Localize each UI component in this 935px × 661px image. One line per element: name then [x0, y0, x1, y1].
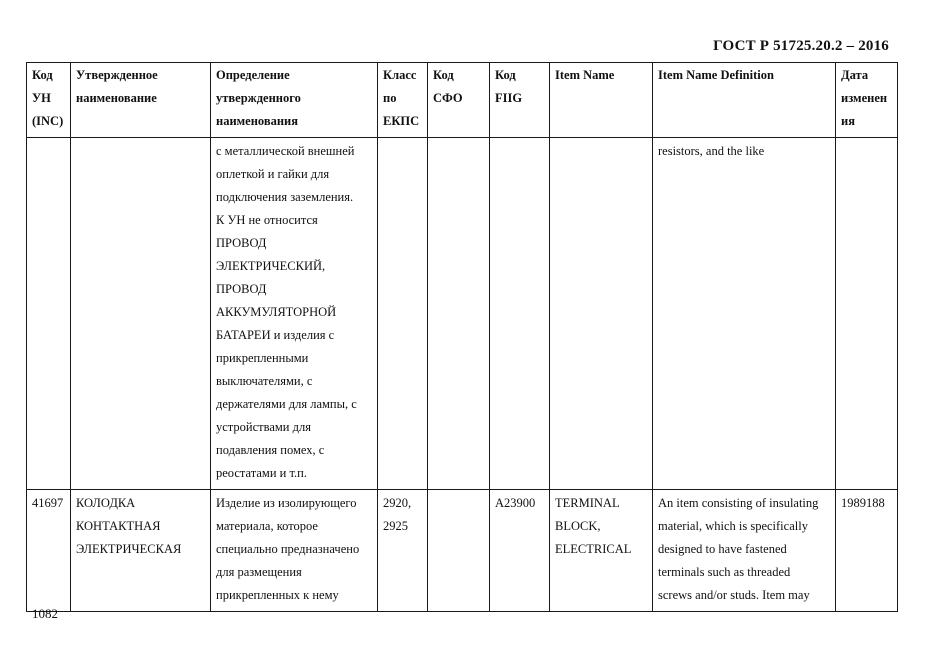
cell-line: КОНТАКТНАЯ — [76, 519, 161, 533]
cell-line: специально предназначено — [216, 542, 360, 556]
column-header-line: Дата — [841, 68, 869, 82]
column-header — [27, 63, 71, 138]
table-cell — [490, 490, 550, 612]
column-header-line: FIIG — [495, 91, 523, 105]
column-header-line: Определение — [216, 68, 290, 82]
column-header-line: Утвержденное — [76, 68, 158, 82]
table-cell — [653, 490, 836, 612]
cell-line: ПРОВОД — [216, 282, 267, 296]
column-header — [490, 63, 550, 138]
table-header-row — [27, 63, 898, 138]
column-header-line: наименование — [76, 91, 157, 105]
column-header — [653, 63, 836, 138]
table-cell — [378, 138, 428, 490]
cell-line: оплеткой и гайки для — [216, 167, 330, 181]
column-header-line: Код — [32, 68, 53, 82]
column-header — [211, 63, 378, 138]
table-cell — [550, 138, 653, 490]
cell-line: подавления помех, с — [216, 443, 325, 457]
table-cell — [71, 138, 211, 490]
table-cell — [836, 138, 898, 490]
cell-line: выключателями, с — [216, 374, 313, 388]
cell-line: A23900 — [495, 496, 536, 510]
table-cell — [211, 490, 378, 612]
table-body — [27, 138, 898, 612]
table-cell — [550, 490, 653, 612]
column-header-line: наименования — [216, 114, 299, 128]
column-header-line: УН — [32, 91, 51, 105]
column-header-line: Код — [495, 68, 516, 82]
cell-line: Изделие из изолирующего — [216, 496, 357, 510]
table-cell — [378, 490, 428, 612]
cell-line: материала, которое — [216, 519, 318, 533]
cell-line: прикрепленными — [216, 351, 309, 365]
cell-line: ЭЛЕКТРИЧЕСКАЯ — [76, 542, 182, 556]
cell-line: реостатами и т.п. — [216, 466, 307, 480]
column-header-line: Item Name — [555, 68, 615, 82]
table-row — [27, 490, 898, 612]
column-header — [428, 63, 490, 138]
column-header-line: Код — [433, 68, 454, 82]
table-cell — [836, 490, 898, 612]
column-header-line: изменен — [841, 91, 888, 105]
cell-line: resistors, and the like — [658, 144, 765, 158]
column-header — [71, 63, 211, 138]
table-cell — [490, 138, 550, 490]
column-header — [378, 63, 428, 138]
cell-line: АККУМУЛЯТОРНОЙ — [216, 305, 337, 319]
table-cell — [27, 138, 71, 490]
cell-line: material, which is specifically — [658, 519, 808, 533]
classifier-table — [26, 62, 898, 612]
cell-line: устройствами для — [216, 420, 311, 434]
table-cell — [428, 490, 490, 612]
cell-line: TERMINAL — [555, 496, 620, 510]
table-cell — [211, 138, 378, 490]
table-cell — [71, 490, 211, 612]
cell-line: БАТАРЕИ и изделия с — [216, 328, 335, 342]
cell-line: screws and/or studs. Item may — [658, 588, 810, 602]
cell-line: 2925 — [383, 519, 408, 533]
column-header-line: утвержденного — [216, 91, 301, 105]
column-header-line: СФО — [433, 91, 463, 105]
table-row — [27, 138, 898, 490]
cell-line: ЭЛЕКТРИЧЕСКИЙ, — [216, 259, 326, 273]
cell-line: designed to have fastened — [658, 542, 787, 556]
cell-line: 2920, — [383, 496, 412, 510]
cell-line: terminals such as threaded — [658, 565, 791, 579]
cell-line: 41697 — [32, 496, 64, 510]
cell-line: для размещения — [216, 565, 302, 579]
cell-line: ELECTRICAL — [555, 542, 632, 556]
cell-line: подключения заземления. — [216, 190, 354, 204]
table-cell — [428, 138, 490, 490]
cell-line: BLOCK, — [555, 519, 601, 533]
cell-line: КОЛОДКА — [76, 496, 136, 510]
column-header-line: по — [383, 91, 397, 105]
column-header-line: ия — [841, 114, 855, 128]
column-header-line: Item Name Definition — [658, 68, 774, 82]
document-code: ГОСТ Р 51725.20.2 – 2016 — [713, 38, 889, 54]
column-header-line: ЕКПС — [383, 114, 420, 128]
cell-line: К УН не относится — [216, 213, 318, 227]
cell-line: ПРОВОД — [216, 236, 267, 250]
cell-line: An item consisting of insulating — [658, 496, 819, 510]
cell-line: прикрепленных к нему — [216, 588, 339, 602]
cell-line: держателями для лампы, с — [216, 397, 357, 411]
page-number: 1082 — [32, 606, 58, 621]
table-cell — [653, 138, 836, 490]
column-header-line: Класс — [383, 68, 417, 82]
column-header-line: (INC) — [32, 114, 64, 128]
table-cell — [27, 490, 71, 612]
cell-line: 1989188 — [841, 496, 885, 510]
column-header — [550, 63, 653, 138]
cell-line: с металлической внешней — [216, 144, 355, 158]
column-header — [836, 63, 898, 138]
